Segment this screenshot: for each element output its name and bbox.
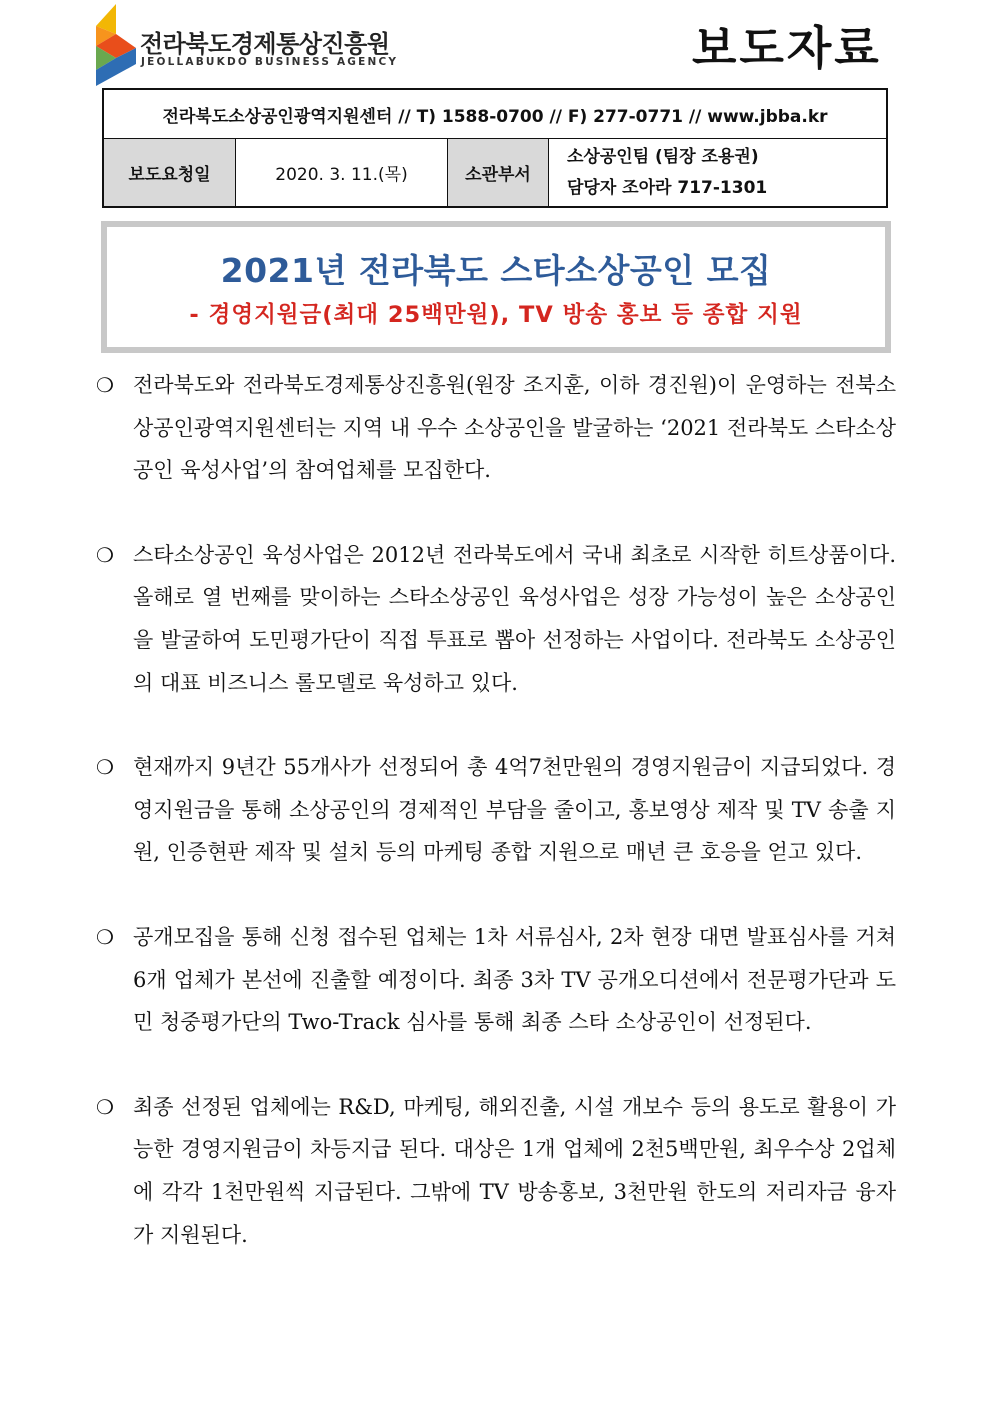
headline-box — [101, 221, 891, 353]
paragraph — [96, 916, 896, 1044]
release-info-row — [104, 139, 886, 206]
headline-subtitle: - 경영지원금(최대 25백만원), TV 방송 홍보 등 종합 지원 — [189, 302, 803, 328]
circle-bullet-icon: ❍ — [96, 1094, 114, 1119]
paragraph — [96, 534, 896, 704]
contact-table — [102, 88, 888, 208]
document-type-title: 보도자료 — [692, 21, 882, 75]
paragraph-text: 최종 선정된 업체에는 R&D, 마케팅, 해외진출, 시설 개보수 등의 용도로 활용이 가능한 경영지원금이 차등지급 된다. 대상은 1개 업체에 2천5백만원, 최우수상 2업체에 각각 1천만원씩 지급된다. 그밖에 TV 방송홍보, 3천만원 한도의 저리자금 융자가 지원된다. — [133, 1094, 896, 1247]
request-date-label: 보도요청일 — [104, 139, 236, 206]
article-body — [96, 364, 896, 1298]
paragraph — [96, 364, 896, 492]
department-info — [549, 139, 886, 206]
department-team: 소상공인팀 (팀장 조용권) — [567, 146, 759, 167]
paragraph-text: 스타소상공인 육성사업은 2012년 전라북도에서 국내 최초로 시작한 히트상품이다. 올해로 열 번째를 맞이하는 스타소상공인 육성사업은 성장 가능성이 높은 소상공인을 발굴하여 도민평가단이 직접 투표로 뽑아 선정하는 사업이다. 전라북도 소상공인의 대표 비즈니스 롤모델로 육성하고 있다. — [133, 542, 896, 695]
contact-line: 전라북도소상공인광역지원센터 // T) 1588-0700 // F) 277-0771 // www.jbba.kr — [104, 90, 886, 139]
circle-bullet-icon: ❍ — [96, 373, 114, 397]
circle-bullet-icon: ❍ — [96, 542, 114, 567]
paragraph — [96, 746, 896, 874]
headline-title: 2021년 전라북도 스타소상공인 모집 — [220, 251, 772, 290]
paragraph-text: 전라북도와 전라북도경제통상진흥원(원장 조지훈, 이하 경진원)이 운영하는 전북소상공인광역지원센터는 지역 내 우수 소상공인을 발굴하는 ‘2021 전라북도 스타소상공인 육성사업’의 참여업체를 모집한다. — [133, 373, 896, 483]
circle-bullet-icon: ❍ — [96, 755, 114, 780]
agency-logo — [94, 4, 399, 86]
circle-bullet-icon: ❍ — [96, 924, 114, 949]
request-date-value: 2020. 3. 11.(목) — [236, 139, 448, 206]
paragraph-text: 현재까지 9년간 55개사가 선정되어 총 4억7천만원의 경영지원금이 지급되었다. 경영지원금을 통해 소상공인의 경제적인 부담을 줄이고, 홍보영상 제작 및 TV 송출 지원, 인증현판 제작 및 설치 등의 마케팅 종합 지원으로 매년 큰 호응을 얻고 있다. — [133, 755, 896, 865]
agency-name-english: JEOLLABUKDO BUSINESS AGENCY — [141, 56, 399, 68]
agency-logo-mark-icon — [94, 4, 138, 86]
paragraph-text: 공개모집을 통해 신청 접수된 업체는 1차 서류심사, 2차 현장 대면 발표심사를 거쳐 6개 업체가 본선에 진출할 예정이다. 최종 3차 TV 공개오디션에서 전문평가단과 도민 청중평가단의 Two-Track 심사를 통해 최종 스타 소상공인이 선정된다. — [133, 924, 896, 1035]
department-label: 소관부서 — [448, 139, 549, 206]
paragraph — [96, 1086, 896, 1256]
agency-name: 전라북도경제통상진흥원 — [140, 30, 390, 58]
department-contact: 담당자 조아라 717-1301 — [567, 177, 768, 198]
